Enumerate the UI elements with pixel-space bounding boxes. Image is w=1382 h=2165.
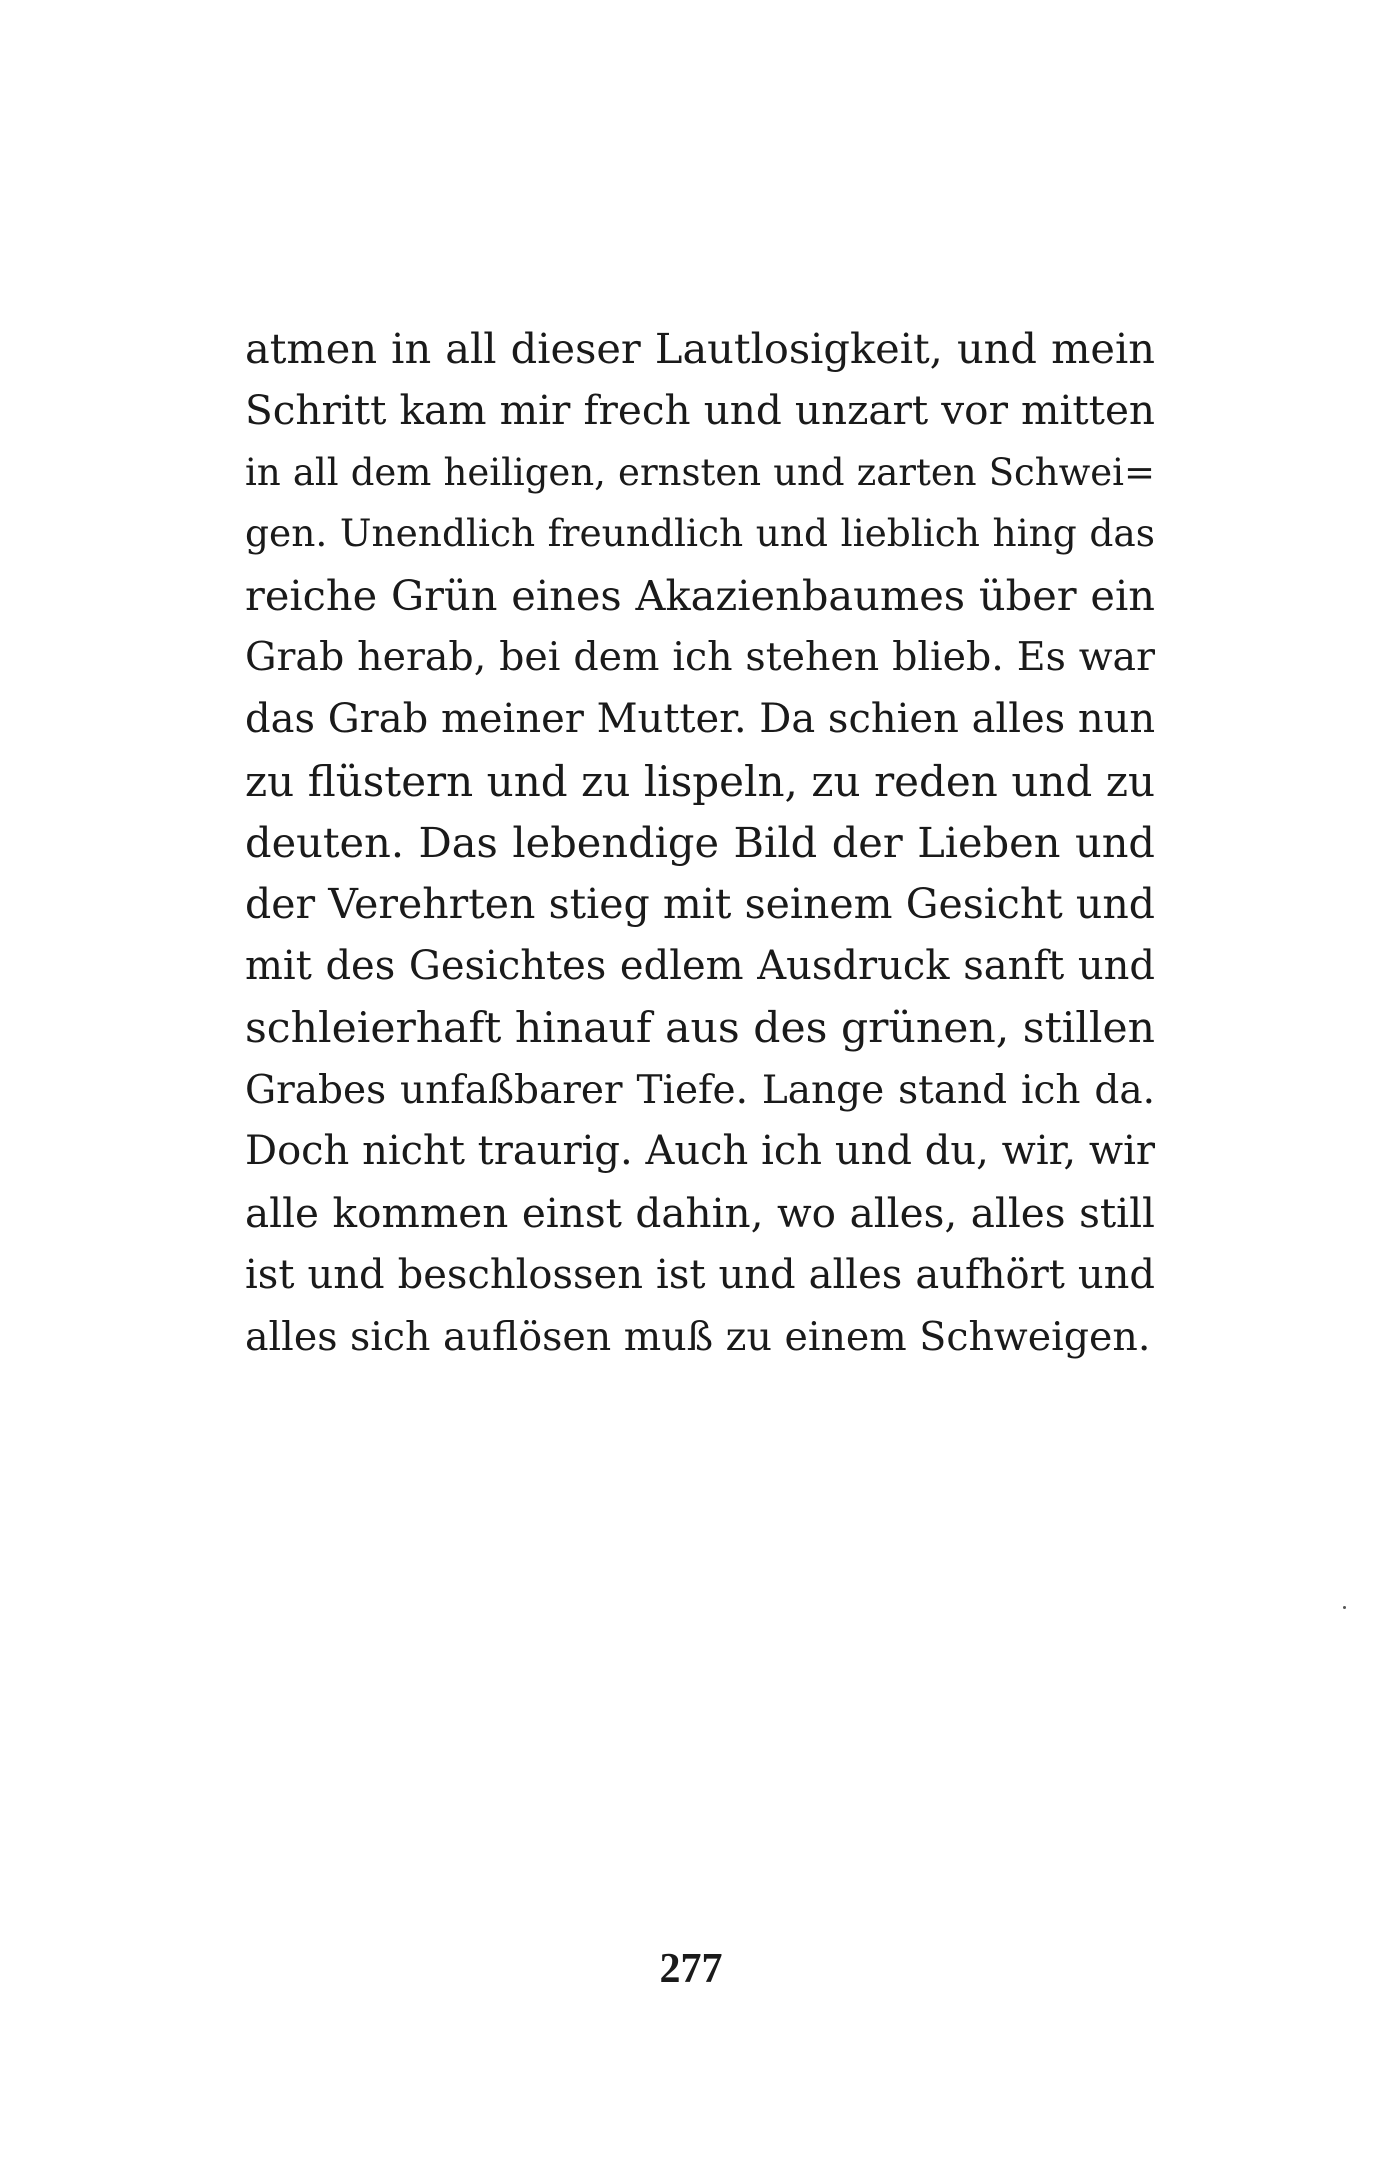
text-line: alles sich auflösen muß zu einem Schweigen. [245, 1313, 1151, 1360]
text-line: alle kommen einst dahin, wo alles, alles still [245, 1189, 1155, 1238]
scan-speck [1343, 1606, 1346, 1609]
body-text [245, 318, 1155, 1369]
text-line: schleierhaft hinauf aus des grünen, stillen [245, 1003, 1155, 1053]
text-line: reiche Grün eines Akazienbaumes über ein [245, 571, 1155, 621]
text-line: Schritt kam mir frech und unzart vor mitten [245, 385, 1155, 434]
text-line: mit des Gesichtes edlem Ausdruck sanft und [245, 942, 1155, 989]
page-number: 277 [659, 1946, 723, 1992]
text-line: das Grab meiner Mutter. Da schien alles nun [245, 695, 1156, 742]
text-line: gen. Unendlich freundlich und lieblich hing das [245, 511, 1155, 556]
text-line: Grabes unfaßbarer Tiefe. Lange stand ich da. [245, 1067, 1155, 1113]
text-line: zu flüstern und zu lispeln, zu reden und zu [245, 756, 1155, 806]
text-line: Doch nicht traurig. Auch ich und du, wir, wir [245, 1128, 1155, 1175]
text-line: ist und beschlossen ist und alles aufhört und [245, 1251, 1155, 1298]
text-line: der Verehrten stieg mit seinem Gesicht und [245, 880, 1155, 929]
text-line: deuten. Das lebendige Bild der Lieben und [245, 818, 1155, 868]
text-line: atmen in all dieser Lautlosigkeit, und mein [245, 324, 1155, 373]
text-line: in all dem heiligen, ernsten und zarten Schwei= [245, 450, 1155, 494]
text-line: Grab herab, bei dem ich stehen blieb. Es war [245, 633, 1155, 680]
